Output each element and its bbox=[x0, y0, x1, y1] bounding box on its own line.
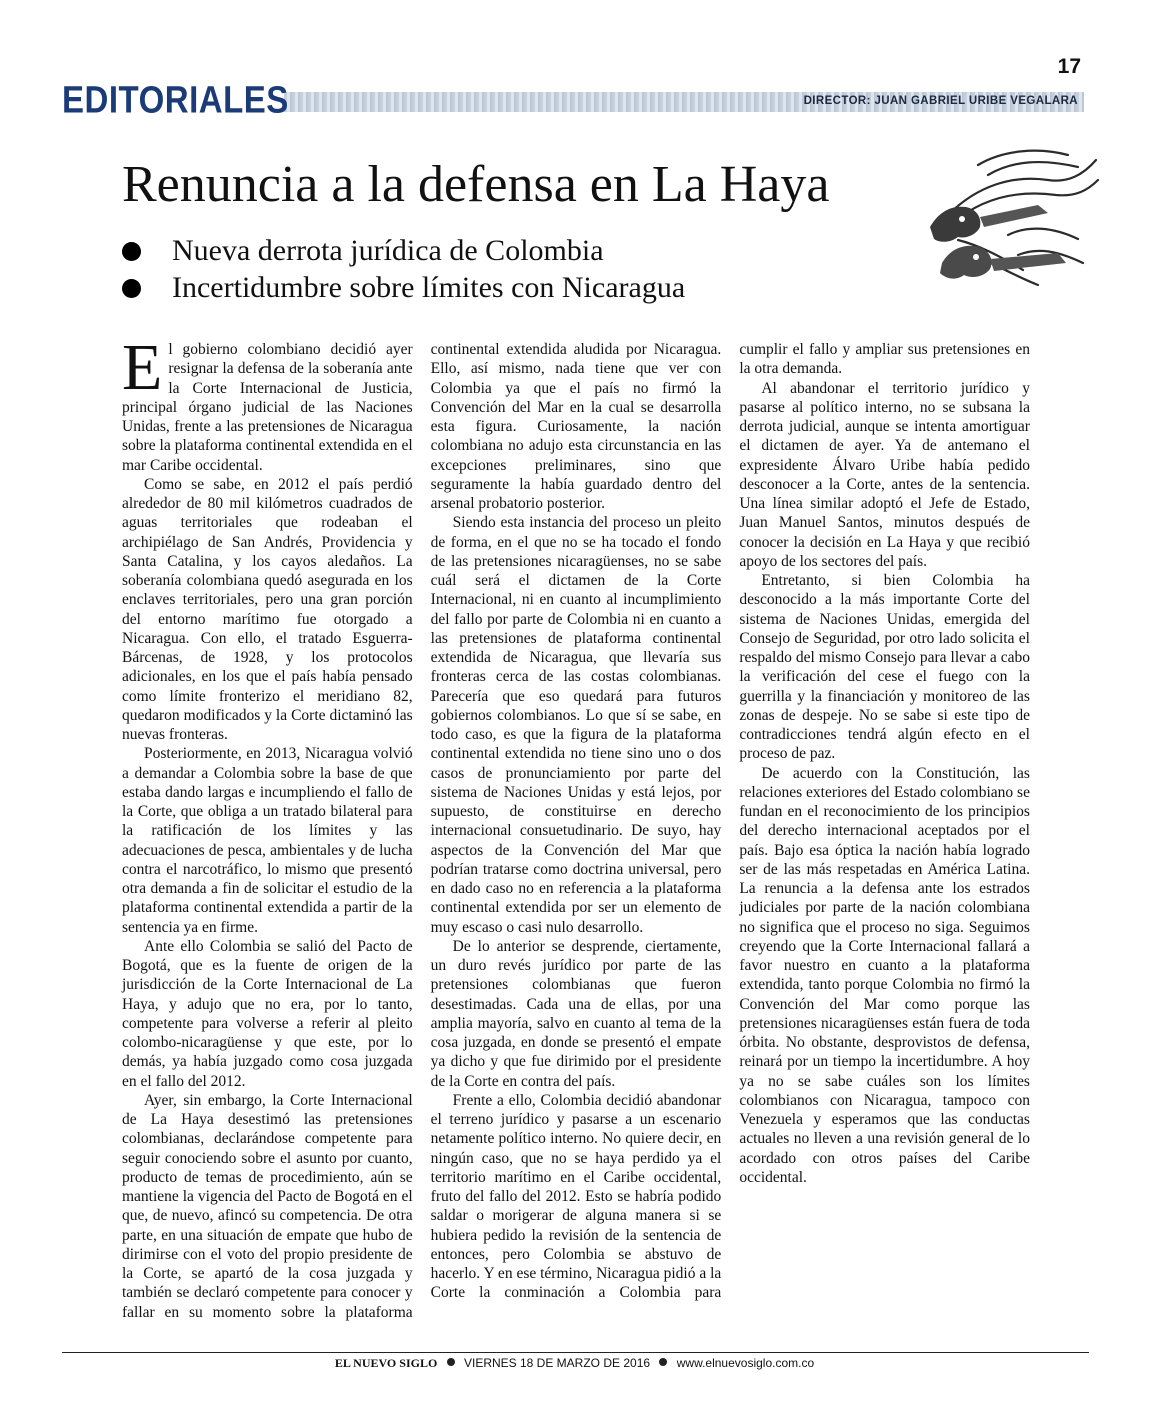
deck-list bbox=[120, 232, 685, 306]
article-paragraph: De lo anterior se desprende, ciertamente, un duro revés jurídico por parte de las pretensiones colombianas que fueron desestimadas. Cada una de ellas, por una amplia mayoría, salvo en cuanto al tema de la cosa juzgada, en donde se presentó el empate ya dicho y que fue dirimido por el presidente de la Corte en contra del país. bbox=[430, 937, 722, 1090]
footer-date: VIERNES 18 DE MARZO DE 2016 bbox=[463, 1356, 651, 1370]
article-paragraph: Frente a ello, Colombia decidió abandonar el terreno jurídico y pasarse a un escenario netamente político interno. No quiere decir, en ningún caso, que no se haya perdido ya el territorio marítimo en el Caribe occidental, fruto del fallo del 2012. Esto se habría podido saldar o morigerar de alguna manera si se hubiera pedido la revisión de la sentencia de entonces, pero Colombia se abstuvo de hacerlo. Y en ese término, Nicaragua pidió a la Corte la conminación a Colombia para cumplir el fallo y ampliar sus pretensiones en la otra demanda. bbox=[430, 341, 1030, 1302]
footer bbox=[0, 1356, 1149, 1371]
article-lead-text: l gobierno colombiano decidió ayer resignar la defensa de la soberanía ante la Corte Internacional de Justicia, principal órgano judicial de las Naciones Unidas, frente a las pretensiones de Nicaragua sobre la plataforma continental extendida en el mar Caribe occidental. bbox=[122, 341, 413, 474]
article-paragraph bbox=[122, 331, 413, 475]
section-title: EDITORIALES bbox=[62, 78, 289, 121]
bullet-icon bbox=[122, 279, 141, 298]
deck-item bbox=[120, 232, 685, 269]
article-paragraph: Posteriormente, en 2013, Nicaragua volvió a demandar a Colombia sobre la base de que estaba dando largas e incumpliendo el fallo de la Corte, que obliga a un tratado bilateral para la ratificación de los límites y las adecuaciones de pesca, ambientales y de lucha contra el narcotráfico, lo mismo que presentó otra demanda a fin de solicitar el estudio de la plataforma continental extendida a partir de la sentencia ya en firme. bbox=[122, 745, 413, 936]
article-paragraph: Siendo esta instancia del proceso un pleito de forma, en el que no se ha tocado el fondo de las pretensiones nicaragüenses, no se sabe cuál será el dictamen de la Corte Internacional, ni en cuanto al incumplimiento del fallo por parte de Colombia ni en cuanto a las pretensiones de plataforma continental extendida de Nicaragua, que llevaría sus fronteras cerca de las costas colombianas. Parecería que eso quedará para futuros gobiernos colombianos. Lo que sí se sabe, en todo caso, es que la figura de la plataforma continental extendida no tiene sino uno o dos casos de pronunciamiento por parte del sistema de Naciones Unidas y está lejos, por supuesto, de constituirse en derecho internacional consuetudinario. De suyo, hay aspectos de la Convención del Mar que podrían tratarse como doctrina universal, pero en dado caso no en referencia a la plataforma continental extendida por ser un elemento de muy escaso o casi nulo desarrollo. bbox=[430, 514, 722, 936]
drop-cap: E bbox=[122, 331, 163, 404]
footer-rule bbox=[62, 1352, 1089, 1353]
article-paragraph: Como se sabe, en 2012 el país perdió alrededor de 80 mil kilómetros cuadrados de aguas territoriales que rodeaban el archipiélago de San Andrés, Providencia y Santa Catalina, y los cayos aledaños. La soberanía colombiana quedó asegurada en los enclaves territoriales, pero una gran porción del entorno marítimo fue otorgado a Nicaragua. Con ello, el tratado Esguerra-Bárcenas, de 1928, y los protocolos adicionales, en los que el país había pensado como límite fronterizo el meridiano 82, quedaron modificados y la Corte dictaminó las nuevas fronteras. bbox=[122, 475, 413, 743]
footer-url: www.elnuevosiglo.com.co bbox=[676, 1356, 815, 1370]
director-credit: DIRECTOR: JUAN GABRIEL URIBE VEGALARA bbox=[803, 95, 1078, 107]
article-paragraph: Entretanto, si bien Colombia ha desconocido a la más importante Corte del sistema de Naciones Unidas, emergida del Consejo de Seguridad, por otro lado solicita el respaldo del mismo Consejo para llevar a cabo la verificación del cese el fuego con la guerrilla y la financiación y monitoreo de las zonas de despeje. No se sabe si este tipo de contradicciones tendrá algún efecto en el proceso de paz. bbox=[739, 572, 1030, 763]
deck-text: Incertidumbre sobre límites con Nicaragua bbox=[172, 271, 686, 304]
article-body bbox=[122, 331, 1030, 1340]
article-paragraph: Ayer, sin embargo, la Corte Internacional de La Haya desestimó las pretensiones colombianas, declarándose competente para seguir conociendo sobre el asunto por cuanto, producto de temas de procedimiento, aún se mantiene la vigencia del Pacto de Bogotá en el que, de nuevo, afincó su competencia. De otra parte, en una situación de empate que hubo de dirimirse con el voto del propio presidente de la Corte, se apartó de la cosa juzgada y también se declaró competente para conocer y fallar en su momento sobre la plataforma continental extendida aludida por Nicaragua. Ello, así mismo, nada tiene que ver con Colombia ya que el país no firmó la Convención del Mar en la cual se desarrolla esta figura. Curiosamente, la nación colombiana no adujo esta circunstancia en las excepciones preliminares, sino que seguramente la había guardado dentro del arsenal probatorio posterior. bbox=[122, 341, 722, 1321]
section-header bbox=[62, 78, 1084, 121]
deck-item bbox=[120, 269, 685, 306]
article-paragraph: De acuerdo con la Constitución, las relaciones exteriores del Estado colombiano se fundan en el reconocimiento de los principios del derecho internacional aceptados por el país. Bajo esa óptica la nación había logrado ser de las más respetadas en América Latina. La renuncia a la defensa ante los estrados judiciales por parte de la nación colombiana no significa que el proceso no siga. Seguimos creyendo que la Corte Internacional fallará a favor nuestro en cuanto a la plataforma extendida, tanto porque Colombia no firmó la Convención del Mar como porque las pretensiones nicaragüenses están fuera de toda órbita. No obstante, desprovistos de defensa, reinará por un tiempo la incertidumbre. A hoy ya no se sabe cuáles son los límites colombianos con Nicaragua, tampoco con Venezuela y esperamos que las conductas actuales no lleven a una revisión general de lo acordado con otros países del Caribe occidental. bbox=[739, 764, 1030, 1186]
article-paragraph: Ante ello Colombia se salió del Pacto de Bogotá, que es la fuente de origen de la jurisdicción de la Corte Internacional de La Haya, y adujo que no era, por lo tanto, competente para volverse a referir al pleito colombo-nicaragüense y que este, por lo demás, ya había juzgado como cosa juzgada en el fallo del 2012. bbox=[122, 937, 413, 1090]
bullet-icon bbox=[659, 1358, 667, 1366]
horse-sculpture-icon bbox=[918, 135, 1100, 297]
headline: Renuncia a la defensa en La Haya bbox=[122, 156, 830, 213]
bullet-icon bbox=[122, 242, 141, 261]
deck-text: Nueva derrota jurídica de Colombia bbox=[172, 234, 604, 267]
footer-brand: EL NUEVO SIGLO bbox=[334, 1356, 438, 1370]
page-number: 17 bbox=[1057, 55, 1081, 78]
article-paragraph: Al abandonar el territorio jurídico y pasarse al político interno, no se subsana la derrota judicial, aunque se intenta amortiguar el dictamen de ayer. Ya de antemano el expresidente Álvaro Uribe había pedido desconocer a la Corte, antes de la sentencia. Una línea similar adoptó el Jefe de Estado, Juan Manuel Santos, minutos después de conocer la decisión en La Haya y que recibió apoyo de los sectores del país. bbox=[739, 379, 1030, 570]
bullet-icon bbox=[447, 1358, 455, 1366]
